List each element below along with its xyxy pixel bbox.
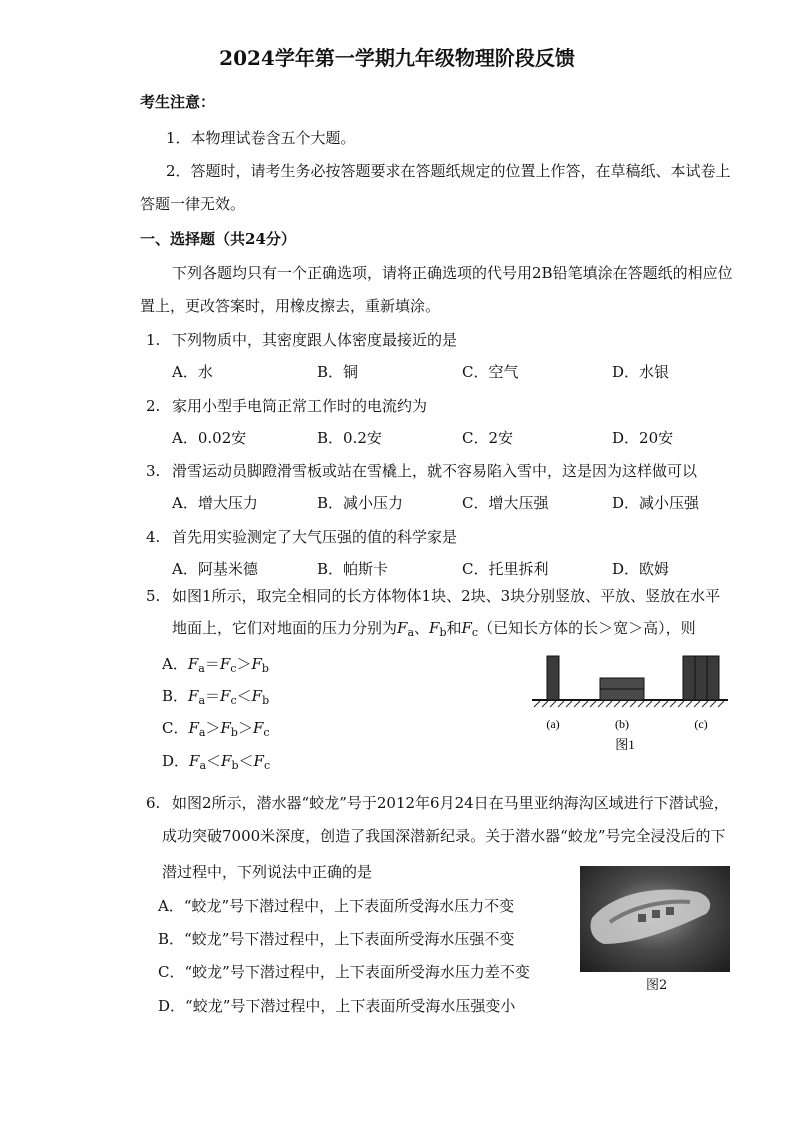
section-intro-2: 置上，更改答案时，用橡皮擦去，重新填涂。 bbox=[140, 297, 441, 315]
option-c: C．空气 bbox=[462, 363, 519, 381]
block-c-2 bbox=[695, 656, 707, 700]
question-stem: 如图2所示，潜水器“蛟龙”号于2012年6月24日在马里亚纳海沟区域进行下潜试验， bbox=[172, 794, 729, 812]
option-a: A．“蛟龙”号下潜过程中，上下表面所受海水压力不变 bbox=[158, 897, 515, 915]
option-c: C．2安 bbox=[462, 429, 514, 447]
question-number: 5. bbox=[146, 587, 161, 605]
option-b: B．铜 bbox=[317, 363, 359, 381]
option-a: A．$F_a=F_c>F_b$ bbox=[162, 655, 269, 675]
option-d: D．水银 bbox=[612, 363, 670, 381]
page-title: 2024学年第一学期九年级物理阶段反馈 bbox=[219, 46, 575, 70]
section-heading: 一、选择题（共24分） bbox=[140, 230, 296, 248]
option-b: B．0.2安 bbox=[317, 429, 382, 447]
question-stem: 下列物质中，其密度跟人体密度最接近的是 bbox=[172, 331, 458, 349]
question-number: 4. bbox=[146, 528, 161, 546]
block-c-1 bbox=[683, 656, 695, 700]
notice-item-2-cont: 答题一律无效。 bbox=[140, 195, 246, 213]
option-c: C．托里拆利 bbox=[462, 560, 549, 578]
option-b: B．帕斯卡 bbox=[317, 560, 389, 578]
ground-hatching bbox=[534, 701, 724, 707]
option-b: B．“蛟龙”号下潜过程中，上下表面所受海水压强不变 bbox=[158, 930, 515, 948]
option-a: A．水 bbox=[172, 363, 213, 381]
figure-label-c: (c) bbox=[694, 717, 708, 731]
question-stem: 滑雪运动员脚蹬滑雪板或站在雪橇上，就不容易陷入雪中，这是因为这样做可以 bbox=[172, 462, 698, 480]
option-b: B．减小压力 bbox=[317, 494, 404, 512]
block-a bbox=[547, 656, 559, 700]
question-number: 2. bbox=[146, 397, 161, 415]
question-stem: 如图1所示，取完全相同的长方体物体1块、2块、3块分别竖放、平放、竖放在水平 bbox=[172, 587, 721, 605]
section-intro-1: 下列各题均只有一个正确选项，请将正确选项的代号用2B铅笔填涂在答题纸的相应位 bbox=[172, 264, 733, 282]
notice-heading: 考生注意： bbox=[140, 93, 216, 111]
option-a: A．增大压力 bbox=[172, 494, 258, 512]
submersible-photo-graphic bbox=[580, 866, 730, 972]
option-d: D．欧姆 bbox=[612, 560, 670, 578]
option-a: A．0.02安 bbox=[172, 429, 247, 447]
figure-1-blocks bbox=[530, 648, 730, 758]
figure-label-b: (b) bbox=[615, 717, 629, 731]
question-number: 1. bbox=[146, 331, 161, 349]
question-stem-cont: 潜过程中，下列说法中正确的是 bbox=[162, 863, 373, 881]
figure-label-a: (a) bbox=[546, 717, 560, 731]
option-d: D．$F_a<F_b<F_c$ bbox=[162, 752, 271, 772]
question-stem: 家用小型手电筒正常工作时的电流约为 bbox=[172, 397, 428, 415]
question-number: 6. bbox=[146, 794, 161, 812]
option-c: C．增大压强 bbox=[462, 494, 549, 512]
notice-item-1: 1．本物理试卷含五个大题。 bbox=[166, 129, 356, 147]
question-stem-cont: 地面上，它们对地面的压力分别为$F_a$、$F_b$和$F_c$（已知长方体的长＞宽＞高），则 bbox=[172, 619, 696, 639]
option-b: B．$F_a=F_c<F_b$ bbox=[162, 687, 270, 707]
option-d: D．减小压强 bbox=[612, 494, 700, 512]
question-stem-cont: 成功突破7000米深度，创造了我国深潜新纪录。关于潜水器“蛟龙”号完全浸没后的下 bbox=[162, 827, 726, 845]
option-c: C．“蛟龙”号下潜过程中，上下表面所受海水压力差不变 bbox=[158, 963, 530, 981]
figure-1-caption: 图1 bbox=[615, 737, 635, 752]
figure-2-caption: 图2 bbox=[646, 978, 668, 993]
figure-2-photo bbox=[580, 866, 730, 972]
question-number: 3. bbox=[146, 462, 161, 480]
option-d: D．20安 bbox=[612, 429, 674, 447]
notice-item-2: 2．答题时，请考生务必按答题要求在答题纸规定的位置上作答，在草稿纸、本试卷上 bbox=[166, 162, 731, 180]
block-c-3 bbox=[707, 656, 719, 700]
option-a: A．阿基米德 bbox=[172, 560, 258, 578]
question-stem: 首先用实验测定了大气压强的值的科学家是 bbox=[172, 528, 458, 546]
option-c: C．$F_a>F_b>F_c$ bbox=[162, 719, 270, 739]
option-d: D．“蛟龙”号下潜过程中，上下表面所受海水压强变小 bbox=[158, 997, 516, 1015]
